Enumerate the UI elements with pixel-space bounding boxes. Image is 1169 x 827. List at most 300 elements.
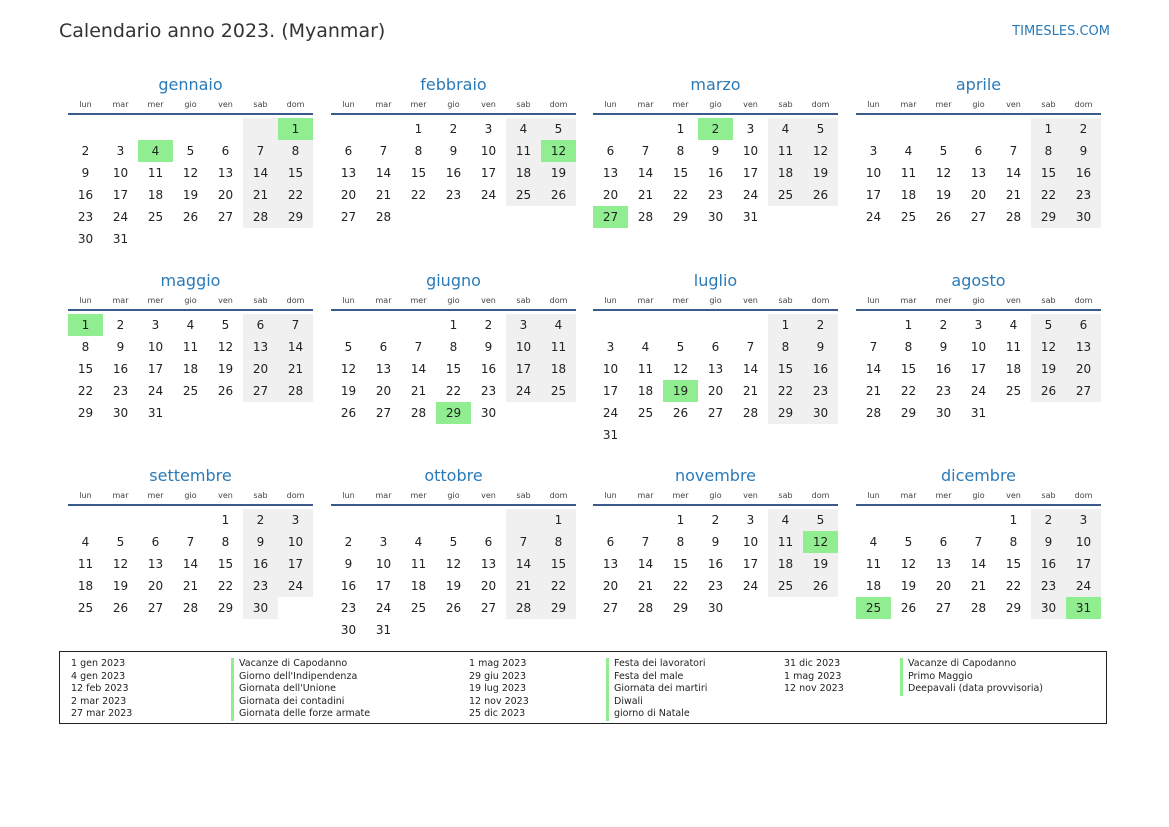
day-cell: 12 <box>217 340 234 354</box>
day-cell: 30 <box>935 406 952 420</box>
day-cell: 5 <box>221 318 230 332</box>
month-aprile <box>856 75 1101 228</box>
day-cell: 9 <box>449 144 458 158</box>
weekday-label: mer <box>672 100 689 109</box>
empty-cell <box>593 314 628 336</box>
weekday-label: mar <box>637 296 654 305</box>
empty-cell <box>663 314 698 336</box>
day-cell: 23 <box>707 188 724 202</box>
empty-cell <box>628 509 663 531</box>
weekday-label: gio <box>972 491 985 500</box>
empty-cell <box>68 118 103 140</box>
day-cell: 24 <box>602 406 619 420</box>
day-cell: 27 <box>602 601 619 615</box>
day-cell: 24 <box>742 579 759 593</box>
day-cell: 6 <box>379 340 388 354</box>
weekday-header <box>856 99 1101 115</box>
day-cell: 18 <box>1005 362 1022 376</box>
day-cell: 11 <box>410 557 427 571</box>
day-cell: 12 <box>935 166 952 180</box>
empty-cell <box>961 509 996 531</box>
day-cell: 16 <box>707 166 724 180</box>
legend-names <box>606 658 707 721</box>
day-cell: 8 <box>768 336 803 358</box>
day-cell: 16 <box>707 557 724 571</box>
day-cell: 20 <box>480 579 497 593</box>
day-cell: 29 <box>672 210 689 224</box>
day-cell: 9 <box>81 166 90 180</box>
day-cell: 6 <box>606 535 615 549</box>
day-cell: 4 <box>768 509 803 531</box>
day-cell: 10 <box>970 340 987 354</box>
day-cell: 4 <box>641 340 650 354</box>
day-cell: 24 <box>480 188 497 202</box>
day-cell: 21 <box>637 579 654 593</box>
day-cell: 15 <box>541 553 576 575</box>
weekday-label: mar <box>900 296 917 305</box>
brand-link[interactable]: TIMESLES.COM <box>1012 24 1110 39</box>
weekday-header <box>593 490 838 506</box>
legend-dates <box>784 658 844 696</box>
legend-date: 2 mar 2023 <box>71 695 127 707</box>
day-grid <box>331 314 576 424</box>
day-cell: 13 <box>340 166 357 180</box>
day-cell: 23 <box>1066 184 1101 206</box>
day-cell: 29 <box>900 406 917 420</box>
day-cell: 18 <box>865 579 882 593</box>
day-cell: 17 <box>742 557 759 571</box>
legend-date: 27 mar 2023 <box>71 708 133 720</box>
day-cell: 5 <box>449 535 458 549</box>
day-cell: 29 <box>1031 206 1066 228</box>
day-cell: 13 <box>935 557 952 571</box>
day-cell: 7 <box>1009 144 1018 158</box>
day-cell: 7 <box>641 535 650 549</box>
day-cell: 7 <box>278 314 313 336</box>
day-cell: 13 <box>243 336 278 358</box>
day-cell: 30 <box>707 210 724 224</box>
day-grid <box>856 118 1101 228</box>
day-cell: 17 <box>742 166 759 180</box>
weekday-label: ven <box>1006 296 1021 305</box>
day-cell: 14 <box>637 166 654 180</box>
empty-cell <box>103 509 138 531</box>
day-cell: 15 <box>278 162 313 184</box>
day-cell: 15 <box>1031 162 1066 184</box>
day-cell: 14 <box>1005 166 1022 180</box>
day-grid <box>593 314 838 446</box>
day-cell: 20 <box>375 384 392 398</box>
day-cell: 28 <box>1005 210 1022 224</box>
holiday-day-cell: 31 <box>1066 597 1101 619</box>
day-cell: 5 <box>344 340 353 354</box>
day-cell: 23 <box>707 579 724 593</box>
day-cell: 15 <box>410 166 427 180</box>
day-cell: 28 <box>375 210 392 224</box>
weekday-label: sab <box>778 100 793 109</box>
day-cell: 31 <box>970 406 987 420</box>
day-cell: 2 <box>711 513 720 527</box>
weekday-label: dom <box>1074 491 1093 500</box>
month-name: gennaio <box>158 75 223 94</box>
day-cell: 21 <box>410 384 427 398</box>
day-cell: 3 <box>484 122 493 136</box>
day-cell: 27 <box>375 406 392 420</box>
legend-dates <box>469 658 529 721</box>
day-cell: 6 <box>344 144 353 158</box>
day-cell: 11 <box>900 166 917 180</box>
empty-cell <box>891 509 926 531</box>
day-cell: 26 <box>112 601 129 615</box>
day-cell: 29 <box>278 206 313 228</box>
weekday-label: mer <box>147 100 164 109</box>
legend-date: 12 nov 2023 <box>469 695 529 707</box>
day-cell: 22 <box>445 384 462 398</box>
month-giugno <box>331 271 576 424</box>
day-cell: 9 <box>1066 140 1101 162</box>
day-cell: 18 <box>541 358 576 380</box>
weekday-label: mar <box>112 100 129 109</box>
day-cell: 14 <box>278 336 313 358</box>
legend-date: 12 feb 2023 <box>71 683 129 695</box>
day-cell: 18 <box>900 188 917 202</box>
day-cell: 8 <box>278 140 313 162</box>
day-cell: 5 <box>541 118 576 140</box>
legend-date: 29 giu 2023 <box>469 670 526 682</box>
day-cell: 18 <box>147 188 164 202</box>
weekday-label: mer <box>147 491 164 500</box>
day-cell: 9 <box>344 557 353 571</box>
empty-cell <box>173 509 208 531</box>
weekday-label: sab <box>253 100 268 109</box>
day-cell: 4 <box>506 118 541 140</box>
day-grid <box>68 314 313 424</box>
day-cell: 22 <box>278 184 313 206</box>
weekday-label: dom <box>549 100 568 109</box>
month-name: maggio <box>160 271 221 290</box>
empty-cell <box>366 509 401 531</box>
day-cell: 23 <box>243 575 278 597</box>
day-cell: 27 <box>1066 380 1101 402</box>
day-cell: 22 <box>672 188 689 202</box>
day-cell: 28 <box>506 597 541 619</box>
day-cell: 27 <box>340 210 357 224</box>
weekday-label: lun <box>604 296 617 305</box>
day-cell: 26 <box>803 184 838 206</box>
weekday-label: gio <box>709 100 722 109</box>
legend-holiday-name: Deepavali (data provvisoria) <box>900 683 1043 696</box>
day-cell: 28 <box>278 380 313 402</box>
month-febbraio <box>331 75 576 228</box>
day-cell: 6 <box>151 535 160 549</box>
month-name: marzo <box>690 75 741 94</box>
day-cell: 9 <box>243 531 278 553</box>
day-cell: 17 <box>1066 553 1101 575</box>
day-cell: 15 <box>217 557 234 571</box>
weekday-header <box>856 490 1101 506</box>
day-cell: 3 <box>746 513 755 527</box>
day-cell: 26 <box>340 406 357 420</box>
holiday-day-cell: 4 <box>138 140 173 162</box>
day-cell: 2 <box>1066 118 1101 140</box>
day-cell: 23 <box>1031 575 1066 597</box>
day-cell: 3 <box>869 144 878 158</box>
day-cell: 30 <box>1066 206 1101 228</box>
day-cell: 6 <box>939 535 948 549</box>
day-cell: 7 <box>746 340 755 354</box>
day-cell: 30 <box>112 406 129 420</box>
day-cell: 25 <box>410 601 427 615</box>
weekday-label: mer <box>410 491 427 500</box>
day-cell: 14 <box>243 162 278 184</box>
legend-date: 12 nov 2023 <box>784 683 844 695</box>
day-grid <box>593 509 838 619</box>
day-cell: 1 <box>414 122 423 136</box>
empty-cell <box>331 509 366 531</box>
weekday-label: mer <box>147 296 164 305</box>
day-cell: 1 <box>1031 118 1066 140</box>
day-cell: 8 <box>221 535 230 549</box>
day-cell: 23 <box>803 380 838 402</box>
day-cell: 21 <box>970 579 987 593</box>
day-cell: 16 <box>112 362 129 376</box>
weekday-label: ven <box>481 491 496 500</box>
weekday-label: lun <box>342 491 355 500</box>
day-cell: 26 <box>935 210 952 224</box>
day-cell: 3 <box>606 340 615 354</box>
day-cell: 9 <box>1031 531 1066 553</box>
day-cell: 17 <box>602 384 619 398</box>
legend-holiday-name: Giornata delle forze armate <box>231 708 370 721</box>
day-cell: 12 <box>340 362 357 376</box>
day-cell: 8 <box>414 144 423 158</box>
legend-holiday-name: Giornata dei martiri <box>606 683 707 696</box>
weekday-label: gio <box>972 296 985 305</box>
weekday-label: sab <box>253 491 268 500</box>
empty-cell <box>698 314 733 336</box>
day-cell: 1 <box>1009 513 1018 527</box>
day-cell: 24 <box>865 210 882 224</box>
legend-date: 1 mag 2023 <box>784 670 842 682</box>
day-cell: 24 <box>147 384 164 398</box>
day-cell: 28 <box>243 206 278 228</box>
legend-date: 19 lug 2023 <box>469 683 526 695</box>
weekday-label: sab <box>778 491 793 500</box>
holiday-day-cell: 25 <box>856 597 891 619</box>
day-cell: 20 <box>970 188 987 202</box>
day-cell: 16 <box>445 166 462 180</box>
weekday-label: ven <box>481 100 496 109</box>
day-cell: 5 <box>1031 314 1066 336</box>
weekday-label: mar <box>637 100 654 109</box>
month-name: febbraio <box>420 75 487 94</box>
weekday-label: dom <box>811 100 830 109</box>
weekday-header <box>68 99 313 115</box>
day-cell: 27 <box>147 601 164 615</box>
day-cell: 14 <box>182 557 199 571</box>
empty-cell <box>506 509 541 531</box>
day-cell: 21 <box>1005 188 1022 202</box>
weekday-label: sab <box>516 296 531 305</box>
day-cell: 2 <box>449 122 458 136</box>
day-cell: 22 <box>77 384 94 398</box>
day-cell: 5 <box>186 144 195 158</box>
day-cell: 31 <box>742 210 759 224</box>
day-cell: 16 <box>243 553 278 575</box>
day-cell: 15 <box>77 362 94 376</box>
day-cell: 11 <box>768 140 803 162</box>
day-cell: 8 <box>449 340 458 354</box>
day-cell: 26 <box>182 210 199 224</box>
day-cell: 21 <box>182 579 199 593</box>
day-cell: 25 <box>900 210 917 224</box>
holiday-day-cell: 12 <box>803 531 838 553</box>
day-cell: 9 <box>711 535 720 549</box>
day-cell: 20 <box>147 579 164 593</box>
day-grid <box>68 509 313 619</box>
weekday-label: dom <box>811 296 830 305</box>
day-cell: 17 <box>278 553 313 575</box>
month-luglio <box>593 271 838 446</box>
day-cell: 27 <box>970 210 987 224</box>
day-cell: 26 <box>900 601 917 615</box>
day-cell: 25 <box>541 380 576 402</box>
day-cell: 13 <box>147 557 164 571</box>
legend-holiday-name: Vacanze di Capodanno <box>231 658 370 671</box>
day-cell: 14 <box>506 553 541 575</box>
day-cell: 29 <box>672 601 689 615</box>
day-cell: 10 <box>506 336 541 358</box>
day-cell: 3 <box>151 318 160 332</box>
day-cell: 17 <box>147 362 164 376</box>
day-cell: 4 <box>186 318 195 332</box>
day-cell: 5 <box>803 509 838 531</box>
weekday-label: sab <box>253 296 268 305</box>
day-cell: 16 <box>480 362 497 376</box>
day-cell: 13 <box>217 166 234 180</box>
day-cell: 12 <box>900 557 917 571</box>
day-cell: 11 <box>541 336 576 358</box>
day-cell: 13 <box>602 166 619 180</box>
day-cell: 15 <box>445 362 462 376</box>
weekday-label: sab <box>1041 491 1056 500</box>
day-cell: 14 <box>742 362 759 376</box>
day-cell: 28 <box>865 406 882 420</box>
day-cell: 15 <box>1005 557 1022 571</box>
day-grid <box>331 509 576 641</box>
weekday-label: mer <box>935 100 952 109</box>
day-grid <box>593 118 838 228</box>
day-cell: 20 <box>935 579 952 593</box>
day-cell: 2 <box>939 318 948 332</box>
day-cell: 21 <box>243 184 278 206</box>
month-maggio <box>68 271 313 424</box>
day-cell: 10 <box>375 557 392 571</box>
day-cell: 11 <box>865 557 882 571</box>
day-cell: 1 <box>676 513 685 527</box>
day-cell: 3 <box>974 318 983 332</box>
day-cell: 10 <box>112 166 129 180</box>
day-cell: 7 <box>641 144 650 158</box>
empty-cell <box>401 509 436 531</box>
day-cell: 15 <box>672 166 689 180</box>
day-cell: 12 <box>182 166 199 180</box>
day-cell: 18 <box>410 579 427 593</box>
day-cell: 24 <box>970 384 987 398</box>
day-cell: 12 <box>445 557 462 571</box>
weekday-label: dom <box>286 100 305 109</box>
day-cell: 26 <box>445 601 462 615</box>
day-cell: 20 <box>707 384 724 398</box>
weekday-header <box>68 490 313 506</box>
day-cell: 28 <box>742 406 759 420</box>
day-cell: 3 <box>116 144 125 158</box>
weekday-label: dom <box>286 296 305 305</box>
day-cell: 6 <box>1066 314 1101 336</box>
day-cell: 1 <box>541 509 576 531</box>
day-cell: 31 <box>375 623 392 637</box>
day-cell: 25 <box>768 575 803 597</box>
day-cell: 5 <box>116 535 125 549</box>
day-cell: 6 <box>711 340 720 354</box>
day-cell: 17 <box>506 358 541 380</box>
day-grid <box>856 314 1101 424</box>
day-cell: 11 <box>77 557 94 571</box>
holiday-day-cell: 2 <box>698 118 733 140</box>
day-cell: 14 <box>865 362 882 376</box>
day-cell: 18 <box>182 362 199 376</box>
holiday-day-cell: 27 <box>593 206 628 228</box>
day-cell: 19 <box>340 384 357 398</box>
weekday-label: gio <box>972 100 985 109</box>
day-cell: 21 <box>637 188 654 202</box>
day-cell: 28 <box>637 601 654 615</box>
day-cell: 24 <box>112 210 129 224</box>
day-cell: 19 <box>445 579 462 593</box>
weekday-label: lun <box>604 491 617 500</box>
weekday-label: sab <box>778 296 793 305</box>
day-cell: 1 <box>676 122 685 136</box>
weekday-label: gio <box>184 296 197 305</box>
day-cell: 22 <box>541 575 576 597</box>
day-cell: 30 <box>480 406 497 420</box>
day-cell: 17 <box>112 188 129 202</box>
day-cell: 16 <box>1066 162 1101 184</box>
empty-cell <box>138 509 173 531</box>
weekday-label: gio <box>447 491 460 500</box>
day-cell: 10 <box>147 340 164 354</box>
day-cell: 1 <box>449 318 458 332</box>
day-cell: 13 <box>375 362 392 376</box>
legend-holiday-name: Festa dei lavoratori <box>606 658 707 671</box>
empty-cell <box>996 118 1031 140</box>
day-cell: 17 <box>480 166 497 180</box>
weekday-label: ven <box>1006 491 1021 500</box>
day-cell: 6 <box>606 144 615 158</box>
day-grid <box>68 118 313 250</box>
day-cell: 27 <box>217 210 234 224</box>
weekday-label: mar <box>900 491 917 500</box>
day-cell: 2 <box>1031 509 1066 531</box>
day-cell: 9 <box>116 340 125 354</box>
day-cell: 18 <box>768 162 803 184</box>
day-cell: 12 <box>112 557 129 571</box>
day-cell: 7 <box>243 140 278 162</box>
empty-cell <box>366 118 401 140</box>
day-cell: 6 <box>243 314 278 336</box>
weekday-label: dom <box>1074 296 1093 305</box>
weekday-label: ven <box>1006 100 1021 109</box>
